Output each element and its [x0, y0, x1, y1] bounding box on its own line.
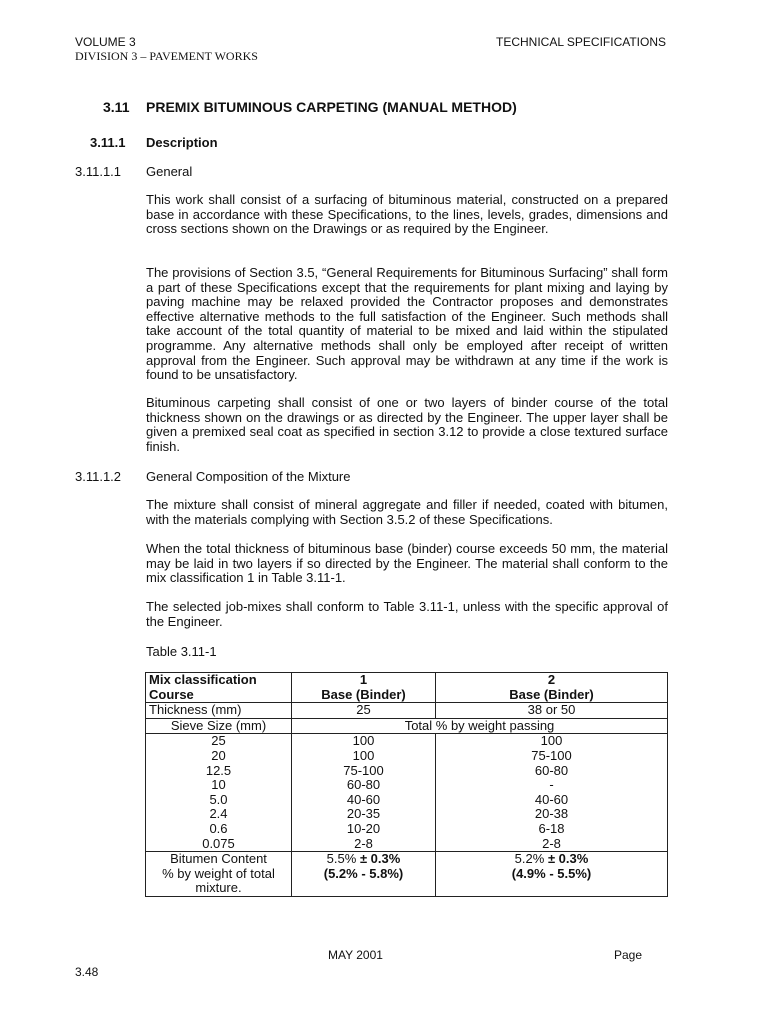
bitumen-row [146, 852, 668, 897]
table-row [146, 822, 668, 837]
mix-2-passing-cell: 6-18 [436, 822, 668, 837]
sieve-size-cell: 0.075 [146, 837, 292, 852]
mix-1-passing-cell: 2-8 [292, 837, 436, 852]
mix-2-passing-cell: 2-8 [436, 837, 668, 852]
mix-1-passing-cell: 75-100 [292, 764, 436, 779]
sieve-size-cell: 0.6 [146, 822, 292, 837]
thickness-mix-2: 38 or 50 [436, 703, 668, 719]
bitumen-mix-2-range: (4.9% - 5.5%) [511, 865, 592, 881]
table-row [146, 749, 668, 764]
bitumen-mix-1-tolerance: ± 0.3% [359, 851, 401, 867]
mix-1-course: Base (Binder) [321, 686, 406, 702]
subsection-title: Description [146, 135, 218, 150]
mix-1-passing-cell: 60-80 [292, 778, 436, 793]
mix-1-number: 1 [359, 672, 368, 687]
course-label: Course [149, 686, 194, 702]
sieve-header-row [146, 718, 668, 734]
clause-title: General [146, 164, 193, 179]
footer-date: MAY 2001 [328, 948, 383, 962]
paragraph: The selected job-mixes shall conform to Table 3.11-1, unless with the specific approval of the Engineer. [146, 599, 668, 629]
mix-classification-label: Mix classification [149, 672, 257, 687]
paragraph: The mixture shall consist of mineral aggregate and filler if needed, coated with bitumen, with the materials complying with Section 3.5.2 of these Specifications. [146, 497, 668, 527]
paragraph: Bituminous carpeting shall consist of one or two layers of binder course of the total thickness shown on the drawings or as directed by the Engineer. The upper layer shall be given a premixed seal coat as specified in section 3.12 to provide a close textured surface finish. [146, 395, 668, 454]
thickness-label: Thickness (mm) [146, 703, 292, 719]
mix-2-passing-cell: 100 [436, 734, 668, 749]
sieve-size-cell: 10 [146, 778, 292, 793]
total-passing-label: Total % by weight passing [292, 718, 668, 734]
footer-page-number: 3.48 [75, 965, 99, 979]
sieve-size-cell: 12.5 [146, 764, 292, 779]
bitumen-label-2: % by weight of total [162, 865, 275, 881]
mix-1-passing-cell: 100 [292, 734, 436, 749]
table-row [146, 807, 668, 822]
mix-2-passing-cell: 40-60 [436, 793, 668, 808]
table-row [146, 793, 668, 808]
header-volume: VOLUME 3 [75, 35, 136, 49]
bitumen-mix-2-value: 5.2% [514, 851, 545, 867]
mix-1-passing-cell: 40-60 [292, 793, 436, 808]
sieve-size-cell: 2.4 [146, 807, 292, 822]
subsection-number: 3.11.1 [90, 135, 126, 150]
mix-2-course: Base (Binder) [509, 686, 594, 702]
table-caption: Table 3.11-1 [146, 644, 217, 659]
mix-2-passing-cell: - [436, 778, 668, 793]
mix-2-passing-cell: 20-38 [436, 807, 668, 822]
section-number: 3.11 [103, 99, 130, 115]
mix-2-number: 2 [547, 672, 556, 687]
sieve-size-label: Sieve Size (mm) [146, 718, 292, 734]
mix-1-passing-cell: 20-35 [292, 807, 436, 822]
table-header-row [146, 673, 668, 703]
paragraph: When the total thickness of bituminous base (binder) course exceeds 50 mm, the material may be laid in two layers if so directed by the Engineer. The material shall conform to the mix classification 1 in Table 3.11-1. [146, 541, 668, 586]
mix-classification-table [145, 672, 668, 897]
clause-title: General Composition of the Mixture [146, 469, 351, 484]
thickness-row [146, 703, 668, 719]
bitumen-label: Bitumen Content [170, 851, 267, 867]
section-title: PREMIX BITUMINOUS CARPETING (MANUAL METHOD) [146, 99, 517, 115]
clause-number: 3.11.1.1 [75, 164, 122, 179]
header-division: DIVISION 3 – PAVEMENT WORKS [75, 49, 258, 63]
header-title: TECHNICAL SPECIFICATIONS [496, 35, 667, 49]
table-row [146, 734, 668, 749]
sieve-size-cell: 20 [146, 749, 292, 764]
bitumen-mix-2-tolerance: ± 0.3% [547, 851, 589, 867]
mix-1-passing-cell: 100 [292, 749, 436, 764]
mix-2-passing-cell: 75-100 [436, 749, 668, 764]
clause-number: 3.11.1.2 [75, 469, 122, 484]
table-row [146, 837, 668, 852]
bitumen-mix-1-value: 5.5% [326, 851, 357, 867]
sieve-size-cell: 5.0 [146, 793, 292, 808]
sieve-size-cell: 25 [146, 734, 292, 749]
bitumen-label-3: mixture. [195, 880, 242, 896]
footer-page-label: Page [614, 948, 643, 962]
bitumen-mix-1-range: (5.2% - 5.8%) [323, 865, 404, 881]
thickness-mix-1: 25 [292, 703, 436, 719]
paragraph: The provisions of Section 3.5, “General Requirements for Bituminous Surfacing” shall form a part of these Specifications except that the requirements for plant mixing and laying by paving machine may be relaxed provided the Contractor proposes and demonstrates effective alternative methods to the full satisfaction of the Engineer. Such methods shall take account of the total quantity of material to be mixed and laid within the stipulated programme. Any alternative methods shall only be employed after receipt of written approval from the Engineer. Such approval may be withdrawn at any time if the work is found to be unsatisfactory. [146, 265, 668, 383]
mix-2-passing-cell: 60-80 [436, 764, 668, 779]
paragraph: This work shall consist of a surfacing of bituminous material, constructed on a prepared base in accordance with these Specifications, to the lines, levels, grades, dimensions and cross sections shown on the Drawings or as required by the Engineer. [146, 192, 668, 237]
table-row [146, 764, 668, 779]
table-row [146, 778, 668, 793]
mix-1-passing-cell: 10-20 [292, 822, 436, 837]
